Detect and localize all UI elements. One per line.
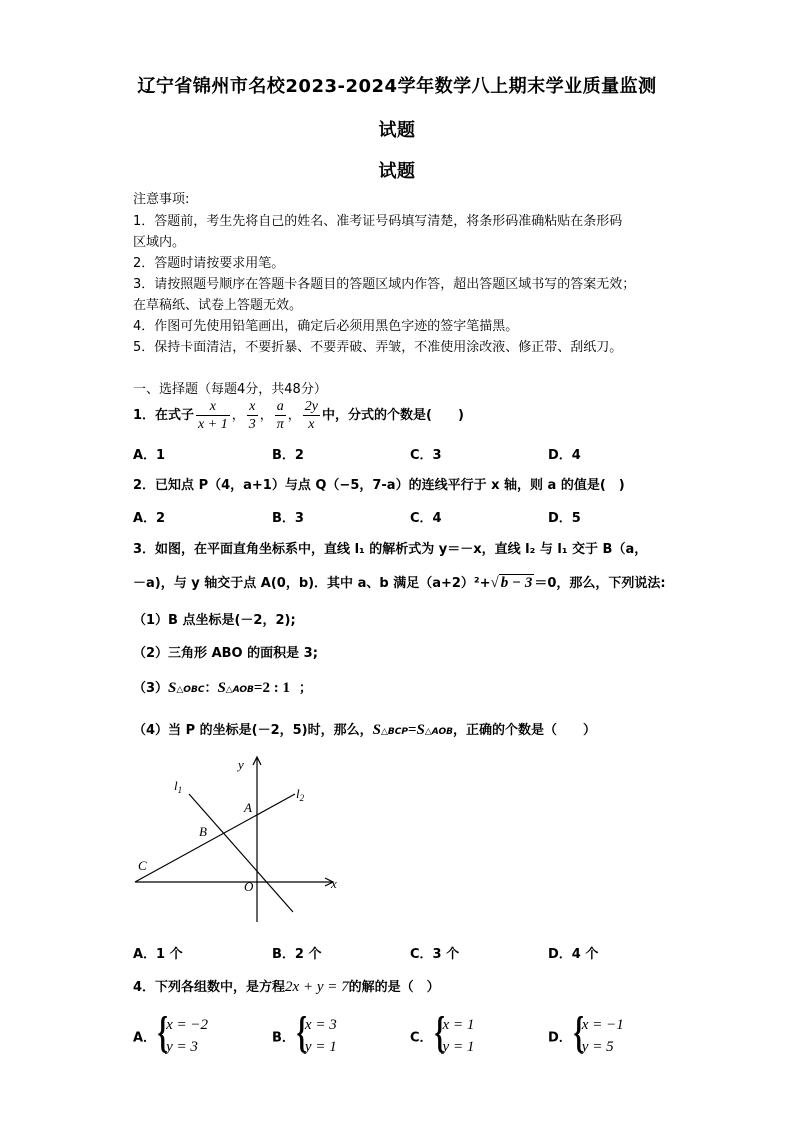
line-l1 [189, 794, 293, 912]
q3-line-2: －a)，与 y 轴交于点 A(0，b)．其中 a、b 满足（a+2）²+√ b − 3 ＝0，那么，下列说法: [133, 575, 666, 591]
question-2: 2．已知点 P（4，a+1）与点 Q（−5，7-a）的连线平行于 x 轴，则 a 的值是( ) [133, 478, 625, 493]
label-l1: $l_1$ [174, 778, 183, 795]
question-4: 4．下列各组数中，是方程2x + y = 7的解的是（ ） [133, 979, 440, 995]
label-x: x [331, 876, 337, 891]
q4-option-a[interactable]: A． { x = −2 y = 3 [133, 1008, 208, 1057]
section-heading: 一、选择题（每题4分，共48分） [133, 382, 327, 397]
q3-statement-4: （4）当 P 的坐标是(－2，5)时，那么，S△BCP=S△AOB，正确的个数是（ ） [133, 722, 596, 738]
q1-prefix: 1．在式子 [133, 408, 195, 423]
q3-statement-3: （3）S△OBC：S△AOB=2 : 1 ； [133, 680, 313, 696]
label-point-b: B [199, 824, 207, 839]
q1-option-a[interactable]: A．1 [133, 448, 166, 463]
notice-item-1-cont: 区域内。 [133, 235, 186, 250]
q3-coordinate-figure [125, 752, 355, 932]
notice-item-5: 5．保持卡面清洁，不要折暴、不要弄破、弄皱，不准使用涂改液、修正带、刮纸刀。 [133, 340, 623, 355]
q2-option-d[interactable]: D．5 [548, 511, 581, 526]
q1-option-b[interactable]: B．2 [272, 448, 304, 463]
question-1: 1．在式子 $\frac{x}{x + 1}$ ， $\frac{x}{3}$ ， $\frac{a}{\pi}$ ， $\frac{2y}{x}$ 中，分式的个数是( ) [133, 399, 464, 432]
q4-option-b[interactable]: B． { x = 3 y = 1 [272, 1008, 337, 1057]
q3-option-d[interactable]: D．4 个 [548, 947, 599, 962]
notice-item-3-cont: 在草稿纸、试卷上答题无效。 [133, 298, 303, 313]
label-origin: O [244, 879, 254, 894]
notice-item-2: 2．答题时请按要求用笔。 [133, 256, 285, 271]
exam-subtitle: 试题 [378, 120, 416, 141]
label-point-a: A [244, 800, 252, 815]
notice-heading: 注意事项: [133, 192, 190, 207]
notice-item-1: 1．答题前，考生先将自己的姓名、准考证号码填写清楚，将条形码准确粘贴在条形码 [133, 214, 623, 229]
q1-fraction-2: $\frac{x}{3}$ [248, 399, 256, 432]
q2-option-b[interactable]: B．3 [272, 511, 304, 526]
label-y: y [238, 757, 244, 772]
q3-line-1: 3．如图，在平面直角坐标系中，直线 l₁ 的解析式为 y＝－x，直线 l₂ 与 l₁ 交于 B（a， [133, 542, 648, 557]
q1-fraction-1: $\frac{x}{x + 1}$ [198, 399, 228, 432]
q1-fraction-3: $\frac{a}{\pi}$ [276, 399, 284, 432]
exam-title: 辽宁省锦州市名校2023-2024学年数学八上期末学业质量监测 [137, 76, 657, 97]
q2-option-a[interactable]: A．2 [133, 511, 166, 526]
q3-option-a[interactable]: A．1 个 [133, 947, 183, 962]
exam-subtitle-repeat: 试题 [378, 161, 416, 182]
q4-option-d[interactable]: D． { x = −1 y = 5 [548, 1008, 624, 1057]
q4-option-c[interactable]: C． { x = 1 y = 1 [410, 1008, 475, 1057]
notice-item-4: 4．作图可先使用铅笔画出，确定后必须用黑色字迹的签字笔描黑。 [133, 319, 519, 334]
q1-fraction-4: $\frac{2y}{x}$ [304, 399, 318, 432]
q3-sqrt: √ b − 3 [490, 575, 533, 591]
label-l2: $l_2$ [296, 786, 305, 803]
q3-option-c[interactable]: C．3 个 [410, 947, 460, 962]
q1-option-c[interactable]: C．3 [410, 448, 442, 463]
q4-equation: 2x + y = 7 [285, 979, 349, 995]
q3-statement-2: （2）三角形 ABO 的面积是 3; [133, 646, 318, 661]
label-point-c: C [138, 858, 147, 873]
q3-option-b[interactable]: B．2 个 [272, 947, 322, 962]
q1-suffix: 中，分式的个数是( ) [322, 408, 464, 423]
q1-option-d[interactable]: D．4 [548, 448, 581, 463]
q3-statement-1: （1）B 点坐标是(－2，2); [133, 613, 296, 628]
q2-option-c[interactable]: C．4 [410, 511, 442, 526]
notice-item-3: 3．请按照题号顺序在答题卡各题目的答题区域内作答，超出答题区域书写的答案无效； [133, 277, 636, 292]
line-l2 [135, 794, 295, 882]
